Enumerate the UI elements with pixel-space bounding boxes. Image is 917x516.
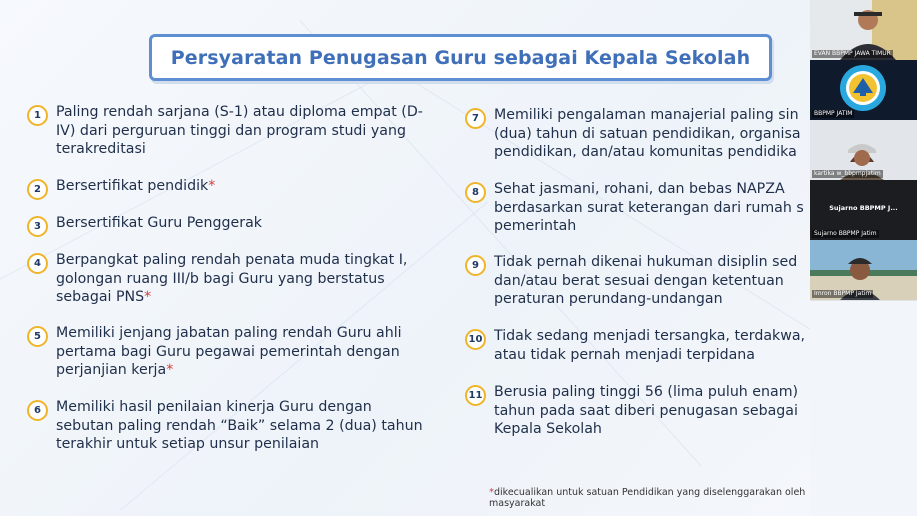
number-badge: 9 [465, 255, 486, 276]
footnote: *dikecualikan untuk satuan Pendidikan yang diselenggarakan oleh masyarakat [489, 487, 806, 509]
title-frame [149, 34, 772, 81]
participant-name: BBPMP JATIM [814, 110, 853, 117]
requirement-text: Memiliki pengalaman manajerial paling sin (dua) tahun di satuan pendidikan, organisa pendidikan, dan/atau komunitas pendidika [494, 107, 801, 160]
asterisk-mark: * [144, 289, 152, 305]
asterisk-mark: * [489, 487, 494, 498]
number-badge: 6 [27, 400, 48, 421]
requirement-item [27, 398, 427, 454]
participant-video-tile[interactable] [810, 180, 917, 241]
number-badge: 3 [27, 216, 48, 237]
participant-video-tile[interactable] [810, 0, 917, 61]
number-badge: 2 [27, 179, 48, 200]
asterisk-mark: * [166, 362, 174, 378]
requirement-text: Berpangkat paling rendah penata muda tingkat I, golongan ruang III/b bagi Guru yang berstatus sebagai PNS* [56, 252, 408, 305]
participant-video-tile[interactable] [810, 240, 917, 301]
number-badge: 5 [27, 326, 48, 347]
requirement-item [465, 106, 810, 162]
participant-display-name: Sujarno BBPMP J... [829, 204, 898, 212]
asterisk-mark: * [208, 178, 216, 194]
requirement-item [27, 251, 432, 307]
requirement-item [27, 177, 427, 200]
requirement-item [27, 214, 427, 237]
number-badge: 7 [465, 108, 486, 129]
requirement-text: Sehat jasmani, rohani, dan bebas NAPZA berdasarkan surat keterangan dari rumah s pemerintah [494, 181, 804, 234]
requirement-item [465, 253, 810, 309]
participant-video-tile[interactable] [810, 60, 917, 121]
requirement-text: Paling rendah sarjana (S-1) atau diploma empat (D-IV) dari perguruan tinggi dan program studi yang terakreditasi [56, 104, 423, 157]
number-badge: 8 [465, 182, 486, 203]
participant-name: EVAN BBPMP JAWA TIMUR [814, 50, 891, 57]
requirement-item [27, 324, 427, 380]
number-badge: 4 [27, 253, 48, 274]
number-badge: 11 [465, 385, 486, 406]
requirement-item [465, 180, 810, 236]
requirement-text: Memiliki hasil penilaian kinerja Guru dengan sebutan paling rendah “Baik” selama 2 (dua) tahun terakhir untuk setiap unsur penilaian [56, 399, 423, 452]
number-badge: 10 [465, 329, 486, 350]
participant-name: Sujarno BBPMP Jatim [814, 230, 877, 237]
requirement-item [465, 327, 810, 364]
requirement-text: Berusia paling tinggi 56 (lima puluh enam) tahun pada saat diberi penugasan sebagai Kepala Sekolah [494, 384, 799, 437]
requirement-text: Tidak sedang menjadi tersangka, terdakwa, atau tidak pernah menjadi terpidana [494, 328, 806, 363]
requirement-text: Memiliki jenjang jabatan paling rendah Guru ahli pertama bagi Guru pegawai pemerintah dengan perjanjian kerja* [56, 325, 402, 378]
number-badge: 1 [27, 105, 48, 126]
requirement-text: Tidak pernah dikenai hukuman disiplin sed dan/atau berat sesuai dengan ketentuan peraturan perundang-undangan [494, 254, 798, 307]
participant-video-tile[interactable] [810, 120, 917, 181]
requirement-text: Bersertifikat Guru Penggerak [56, 215, 262, 231]
slide-title: Persyaratan Penugasan Guru sebagai Kepala Sekolah [170, 46, 751, 69]
participant-name: kartika w_bbpmpjatim [814, 170, 881, 177]
requirement-item [27, 103, 427, 159]
requirement-item [465, 383, 810, 439]
participant-name: Imron BBPMP Jatim [814, 290, 872, 297]
requirement-text: Bersertifikat pendidik* [56, 178, 216, 194]
